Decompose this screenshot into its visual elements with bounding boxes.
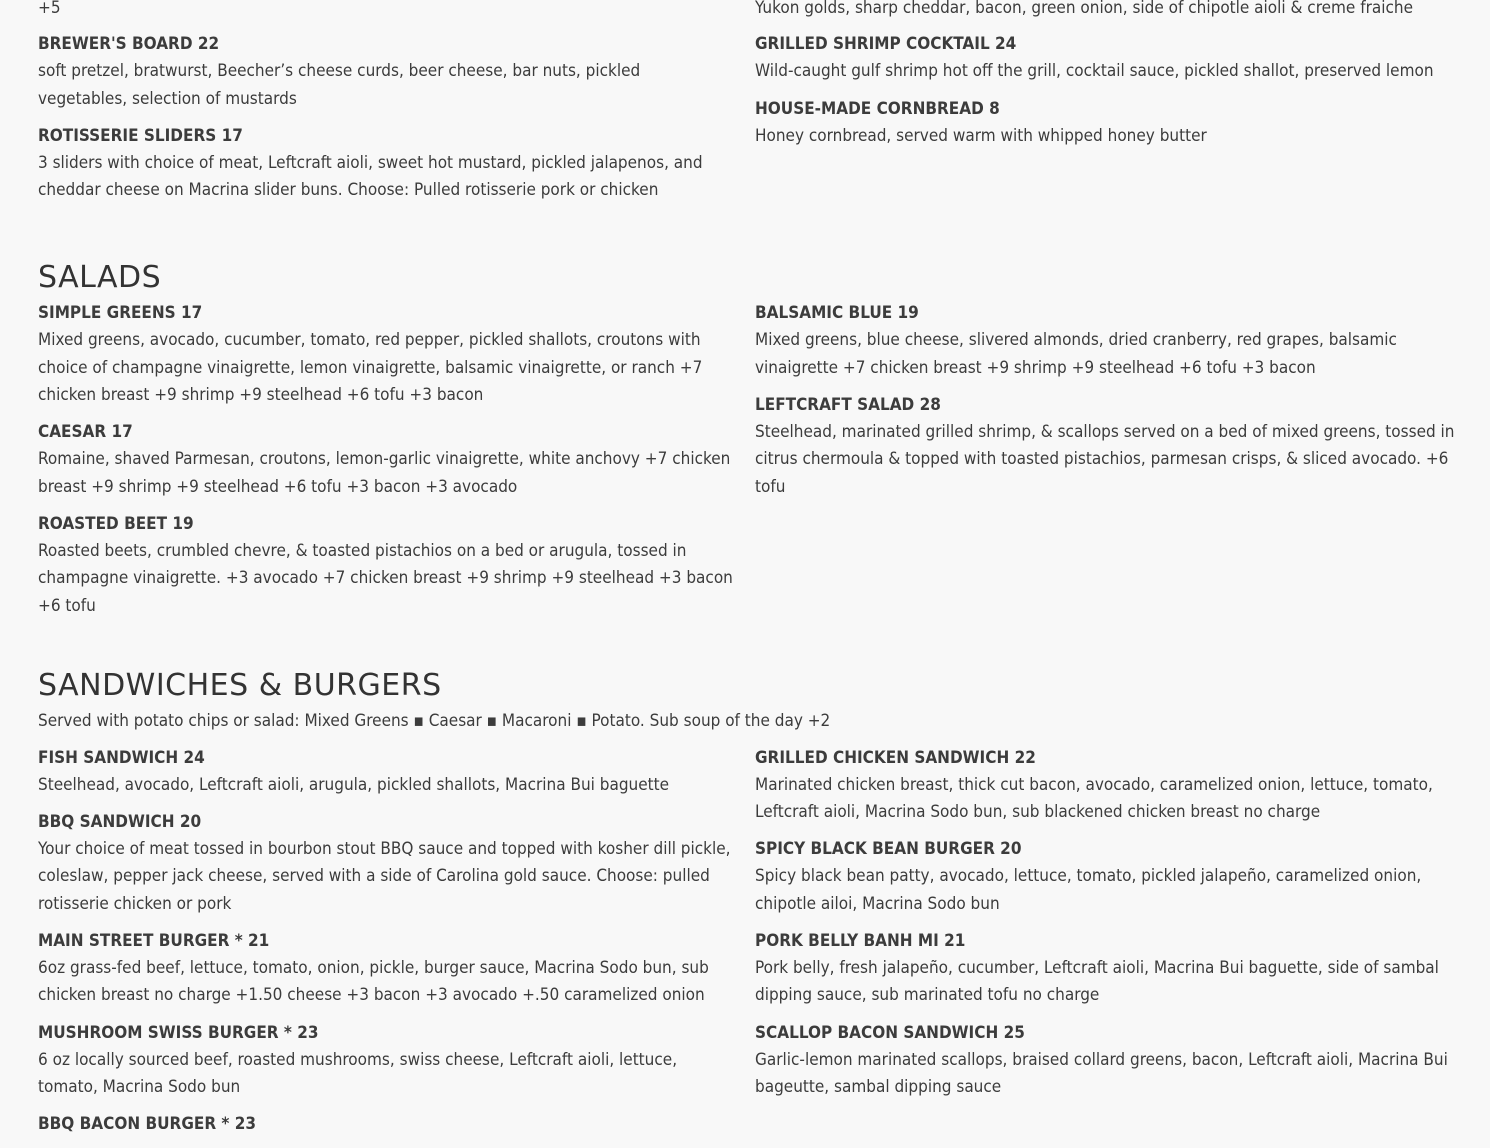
item-description: Mixed greens, avocado, cucumber, tomato, red pepper, pickled shallots, croutons with choice of champagne vinaigrette, lemon vinaigrette, balsamic vinaigrette, or ranch +7 chicken breast +9 shrimp +9 steelhead +6 tofu +3 bacon: [38, 330, 703, 406]
menu-page: [38, 0, 1458, 1148]
menu-item: [755, 928, 1458, 1010]
item-name: HOUSE-MADE CORNBREAD 8: [755, 98, 1000, 119]
menu-item: [38, 745, 755, 799]
item-description: Romaine, shaved Parmesan, croutons, lemon-garlic vinaigrette, white anchovy +7 chicken breast +9 shrimp +9 steelhead +6 tofu +3 bacon +3 avocado: [38, 449, 731, 497]
item-description: Steelhead, avocado, Leftcraft aioli, arugula, pickled shallots, Macrina Bui baguette: [38, 774, 670, 795]
section-title: SANDWICHES & BURGERS: [38, 667, 442, 703]
menu-item: [755, 836, 1458, 918]
salads-columns: [38, 300, 1458, 629]
menu-item: [38, 809, 755, 918]
item-name: LEFTCRAFT SALAD 28: [755, 395, 941, 416]
menu-item: [38, 123, 755, 205]
menu-item: [755, 745, 1458, 827]
section-title: SALADS: [38, 260, 162, 296]
menu-item: [755, 1020, 1458, 1102]
sandwiches-section: [38, 668, 1458, 1148]
item-description: Your choice of meat tossed in bourbon stout BBQ sauce and topped with kosher dill pickle, coleslaw, pepper jack cheese, served with a side of Carolina gold sauce. Choose: pulled rotisserie chicken or pork: [38, 839, 731, 914]
item-description: Marinated chicken breast, thick cut bacon, avocado, caramelized onion, lettuce, tomato, Leftcraft aioli, Macrina Sodo bun, sub blackened chicken breast no charge: [755, 774, 1433, 823]
item-name: BREWER'S BOARD 22: [38, 34, 220, 55]
menu-item: [38, 1111, 755, 1138]
salads-left-column: [38, 300, 755, 629]
item-description: Wild-caught gulf shrimp hot off the grill, cocktail sauce, pickled shallot, preserved lemon: [755, 61, 1434, 82]
menu-item: [38, 511, 755, 620]
item-description: 6 oz locally sourced beef, roasted mushrooms, swiss cheese, Leftcraft aioli, lettuce, tomato, Macrina Sodo bun: [38, 1049, 678, 1097]
menu-item: [38, 31, 755, 113]
item-name: BBQ BACON BURGER * 23: [38, 1114, 257, 1135]
item-description: 6oz grass-fed beef, lettuce, tomato, onion, pickle, burger sauce, Macrina Sodo bun, sub chicken breast no charge +1.50 cheese +3 bacon +3 avocado +.50 caramelized onion: [38, 958, 709, 1006]
item-name: SIMPLE GREENS 17: [38, 303, 203, 324]
item-name: PORK BELLY BANH MI 21: [755, 931, 966, 952]
item-name: MUSHROOM SWISS BURGER * 23: [38, 1022, 319, 1043]
menu-item: [755, 31, 1458, 85]
item-name: BBQ SANDWICH 20: [38, 812, 202, 833]
item-description: soft pretzel, bratwurst, Beecher’s cheese curds, beer cheese, bar nuts, pickled vegetables, selection of mustards: [38, 61, 641, 109]
appetizers-left-column: [38, 0, 755, 214]
menu-item: [755, 392, 1458, 501]
sandwiches-columns: [38, 745, 1458, 1148]
item-description: Roasted beets, crumbled chevre, & toasted pistachios on a bed or arugula, tossed in champagne vinaigrette. +3 avocado +7 chicken breast +9 shrimp +9 steelhead +3 bacon +6 tofu: [38, 540, 733, 616]
menu-item: [38, 0, 755, 22]
menu-item: [755, 96, 1458, 150]
item-name: SCALLOP BACON SANDWICH 25: [755, 1022, 1025, 1043]
salads-section: [38, 260, 1458, 629]
menu-item: [38, 419, 755, 501]
item-description: 3 sliders with choice of meat, Leftcraft aioli, sweet hot mustard, pickled jalapenos, and cheddar cheese on Macrina slider buns. Choose: Pulled rotisserie pork or chicken: [38, 152, 703, 201]
item-description: Spicy black bean patty, avocado, lettuce, tomato, pickled jalapeño, caramelized onion, chipotle ailoi, Macrina Sodo bun: [755, 866, 1422, 914]
appetizers-continued: [38, 0, 1458, 214]
menu-item: [755, 0, 1458, 22]
item-name: ROASTED BEET 19: [38, 513, 194, 534]
item-description: Mixed greens, blue cheese, slivered almonds, dried cranberry, red grapes, balsamic vinaigrette +7 chicken breast +9 shrimp +9 steelhead +6 tofu +3 bacon: [755, 330, 1397, 378]
menu-item: [38, 928, 755, 1010]
item-name: BALSAMIC BLUE 19: [755, 303, 919, 324]
item-description: Pork belly, fresh jalapeño, cucumber, Leftcraft aioli, Macrina Bui baguette, side of sambal dipping sauce, sub marinated tofu no charge: [755, 958, 1439, 1006]
item-description: Garlic-lemon marinated scallops, braised collard greens, bacon, Leftcraft aioli, Macrina Bui bageutte, sambal dipping sauce: [755, 1049, 1448, 1097]
sandwiches-left-column: [38, 745, 755, 1148]
item-name: MAIN STREET BURGER * 21: [38, 931, 270, 952]
appetizers-right-column: [755, 0, 1458, 214]
item-name: SPICY BLACK BEAN BURGER 20: [755, 839, 1022, 860]
item-description: Honey cornbread, served warm with whipped honey butter: [755, 125, 1207, 146]
item-description: Yukon golds, sharp cheddar, bacon, green onion, side of chipotle aioli & creme fraiche: [755, 0, 1414, 18]
item-name: CAESAR 17: [38, 422, 133, 443]
item-description: Steelhead, marinated grilled shrimp, & scallops served on a bed of mixed greens, tossed in citrus chermoula & topped with toasted pistachios, parmesan crisps, & sliced avocado. +6 tofu: [755, 422, 1455, 497]
item-description: +5: [38, 0, 61, 18]
item-name: GRILLED SHRIMP COCKTAIL 24: [755, 34, 1017, 55]
menu-item: [755, 300, 1458, 382]
sandwiches-right-column: [755, 745, 1458, 1148]
menu-item: [38, 300, 755, 409]
item-name: ROTISSERIE SLIDERS 17: [38, 125, 243, 146]
menu-item: [38, 1020, 755, 1102]
item-name: GRILLED CHICKEN SANDWICH 22: [755, 747, 1036, 768]
salads-right-column: [755, 300, 1458, 629]
section-note: Served with potato chips or salad: Mixed Greens ▪ Caesar ▪ Macaroni ▪ Potato. Sub soup of the day +2: [38, 710, 831, 731]
item-name: FISH SANDWICH 24: [38, 747, 205, 768]
